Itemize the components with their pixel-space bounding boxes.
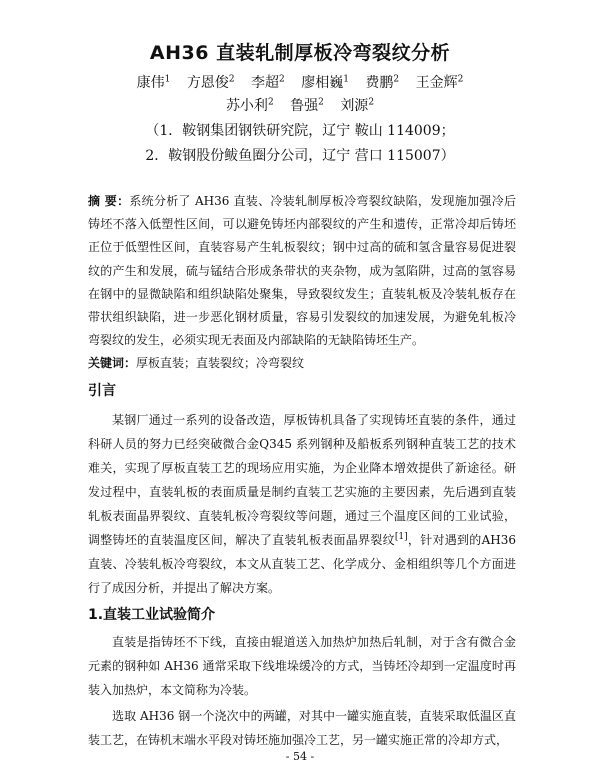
author: 王金辉$^2$ — [415, 74, 464, 91]
author: 苏小利$^2$ — [225, 97, 274, 114]
author: 刘源$^2$ — [340, 97, 375, 114]
author: 康伟$^1$ — [136, 74, 171, 91]
affiliation-2: 2．鞍钢股份鲅鱼圈分公司，辽宁 营口 115007） — [145, 148, 455, 164]
author: 费鹏$^2$ — [365, 74, 400, 91]
section-heading-1: 1.直装工业试验简介 — [88, 607, 216, 623]
section-heading-intro: 引言 — [88, 383, 116, 399]
intro-paragraph: 某钢厂通过一系列的设备改造，厚板铸机具备了实现铸坯直装的条件，通过科研人员的努力已经突破微合金Q345 系列钢种及船板系列钢种直装工艺的技术难关，实现了厚板直装工艺的现场应用实施，为企业降本增效提供了新途径。研发过程中，直装轧板的表面质量是制约直装工艺实施的主要因素，先后遇到直装轧板表面晶界裂纹、直装轧板冷弯裂纹等问题，通过三个温度区间的工业试验，调整铸坯的直装温度区间，解决了直装轧板表面晶界裂纹[1]，针对遇到的AH36直装、冷装轧板冷弯裂纹，本文从直装工艺、化学成分、金相组织等几个方面进行了成因分析，并提出了解决方案。 — [88, 413, 516, 595]
citation: [1] — [394, 532, 408, 542]
keywords-label: 关键词： — [88, 356, 137, 370]
authors-line-1 — [0, 72, 600, 92]
section-1-paragraph-1: 直装是指铸坯不下线，直接由辊道送入加热炉加热后轧制，对于含有微合金元素的钢种如 AH36 通常采取下线堆垛缓冷的方式，当铸坯冷却到一定温度时再装入加热炉，本文简称为冷装。 — [88, 635, 516, 697]
abstract-label: 摘 要： — [88, 194, 130, 208]
authors-line-2 — [0, 95, 600, 115]
keywords — [88, 354, 516, 371]
section-1-paragraph-2: 选取 AH36 钢一个浇次中的两罐，对其中一罐实施直装，直装采取低温区直装工艺，在铸机末端水平段对铸坯施加强冷工艺，另一罐实施正常的冷却方式， — [88, 709, 516, 747]
keywords-text: 厚板直装；直装裂纹；冷弯裂纹 — [136, 356, 305, 370]
affiliation-1: （1．鞍钢集团钢铁研究院，辽宁 鞍山 114009； — [145, 123, 455, 139]
paper-title: AH36 直装轧制厚板冷弯裂纹分析 — [149, 42, 451, 64]
author: 方恩俊$^2$ — [186, 74, 235, 91]
abstract — [88, 190, 516, 352]
page-number: - 54 - — [285, 750, 315, 763]
author: 鲁强$^2$ — [290, 97, 324, 114]
author: 李超$^2$ — [251, 74, 285, 91]
author: 廖相巍$^1$ — [301, 74, 349, 91]
abstract-text: 系统分析了 AH36 直装、冷装轧制厚板冷弯裂纹缺陷，发现施加强冷后铸坯不落入低塑性区间，可以避免铸坯内部裂纹的产生和遗传，正常冷却后铸坯正位于低塑性区间，直装容易产生轧板裂纹；钢中过高的硫和氢含量容易促进裂纹的产生和发展，硫与锰结合形成条带状的夹杂物，成为氢陷阱，过高的氢容易在钢中的显微缺陷和组织缺陷处聚集，导致裂纹发生；直装轧板及冷装轧板存在带状组织缺陷，进一步恶化钢材质量，容易引发裂纹的加速发展，为避免轧板冷弯裂纹的发生，必须实现无表面及内部缺陷的无缺陷铸坯生产。 — [88, 194, 516, 348]
